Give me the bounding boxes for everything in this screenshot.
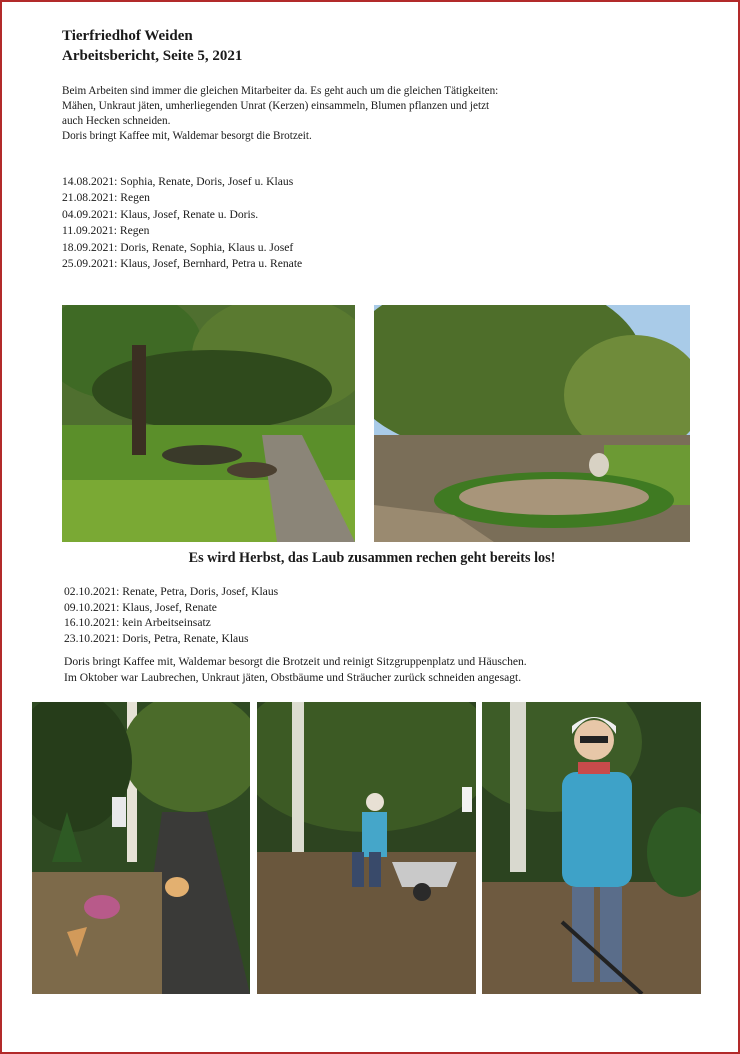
schedule-entry: 21.08.2021: Regen (62, 191, 150, 205)
schedule-entry: 18.09.2021: Doris, Renate, Sophia, Klaus u. Josef (62, 240, 294, 254)
schedule-entry: 25.09.2021: Klaus, Josef, Bernhard, Petra u. Renate (62, 257, 303, 271)
schedule-entry: 02.10.2021: Renate, Petra, Doris, Josef, Klaus (64, 585, 279, 598)
intro-paragraph (62, 84, 702, 144)
closing-line: Im Oktober war Laubrechen, Unkraut jäten, Obstbäume und Sträucher zurück schneiden angesagt. (64, 671, 522, 684)
schedule-entry: 11.09.2021: Regen (62, 224, 150, 238)
schedule-entry: 09.10.2021: Klaus, Josef, Renate (64, 600, 217, 614)
intro-line: auch Hecken schneiden. (62, 115, 171, 127)
closing-paragraph (64, 654, 704, 686)
photo-raking-leaves (257, 702, 476, 994)
intro-line: Mähen, Unkraut jäten, umherliegenden Unrat (Kerzen) einsammeln, Blumen pflanzen und jetzt (62, 100, 490, 112)
intro-line: Doris bringt Kaffee mit, Waldemar besorgt die Brotzeit. (62, 130, 312, 142)
photo-flower-bed (374, 305, 690, 542)
schedule-list-september (62, 174, 302, 272)
schedule-entry: 04.09.2021: Klaus, Josef, Renate u. Doris. (62, 207, 259, 221)
photo-woman-with-rake (482, 702, 701, 994)
schedule-entry: 23.10.2021: Doris, Petra, Renate, Klaus (64, 631, 249, 645)
document-subtitle: Arbeitsbericht, Seite 5, 2021 (62, 48, 243, 64)
schedule-entry: 16.10.2021: kein Arbeitseinsatz (64, 616, 211, 630)
photo-garden-path (32, 702, 250, 994)
schedule-entry: 14.08.2021: Sophia, Renate, Doris, Josef u. Klaus (62, 175, 294, 188)
document-title: Tierfriedhof Weiden (62, 28, 193, 44)
photo-caption: Es wird Herbst, das Laub zusammen rechen geht bereits los! (188, 550, 556, 566)
schedule-list-october (64, 584, 278, 646)
photo-park-path (62, 305, 355, 542)
intro-line: Beim Arbeiten sind immer die gleichen Mitarbeiter da. Es geht auch um die gleichen Tätigkeiten: (62, 85, 499, 97)
closing-line: Doris bringt Kaffee mit, Waldemar besorgt die Brotzeit und reinigt Sitzgruppenplatz und Häuschen. (64, 655, 527, 668)
